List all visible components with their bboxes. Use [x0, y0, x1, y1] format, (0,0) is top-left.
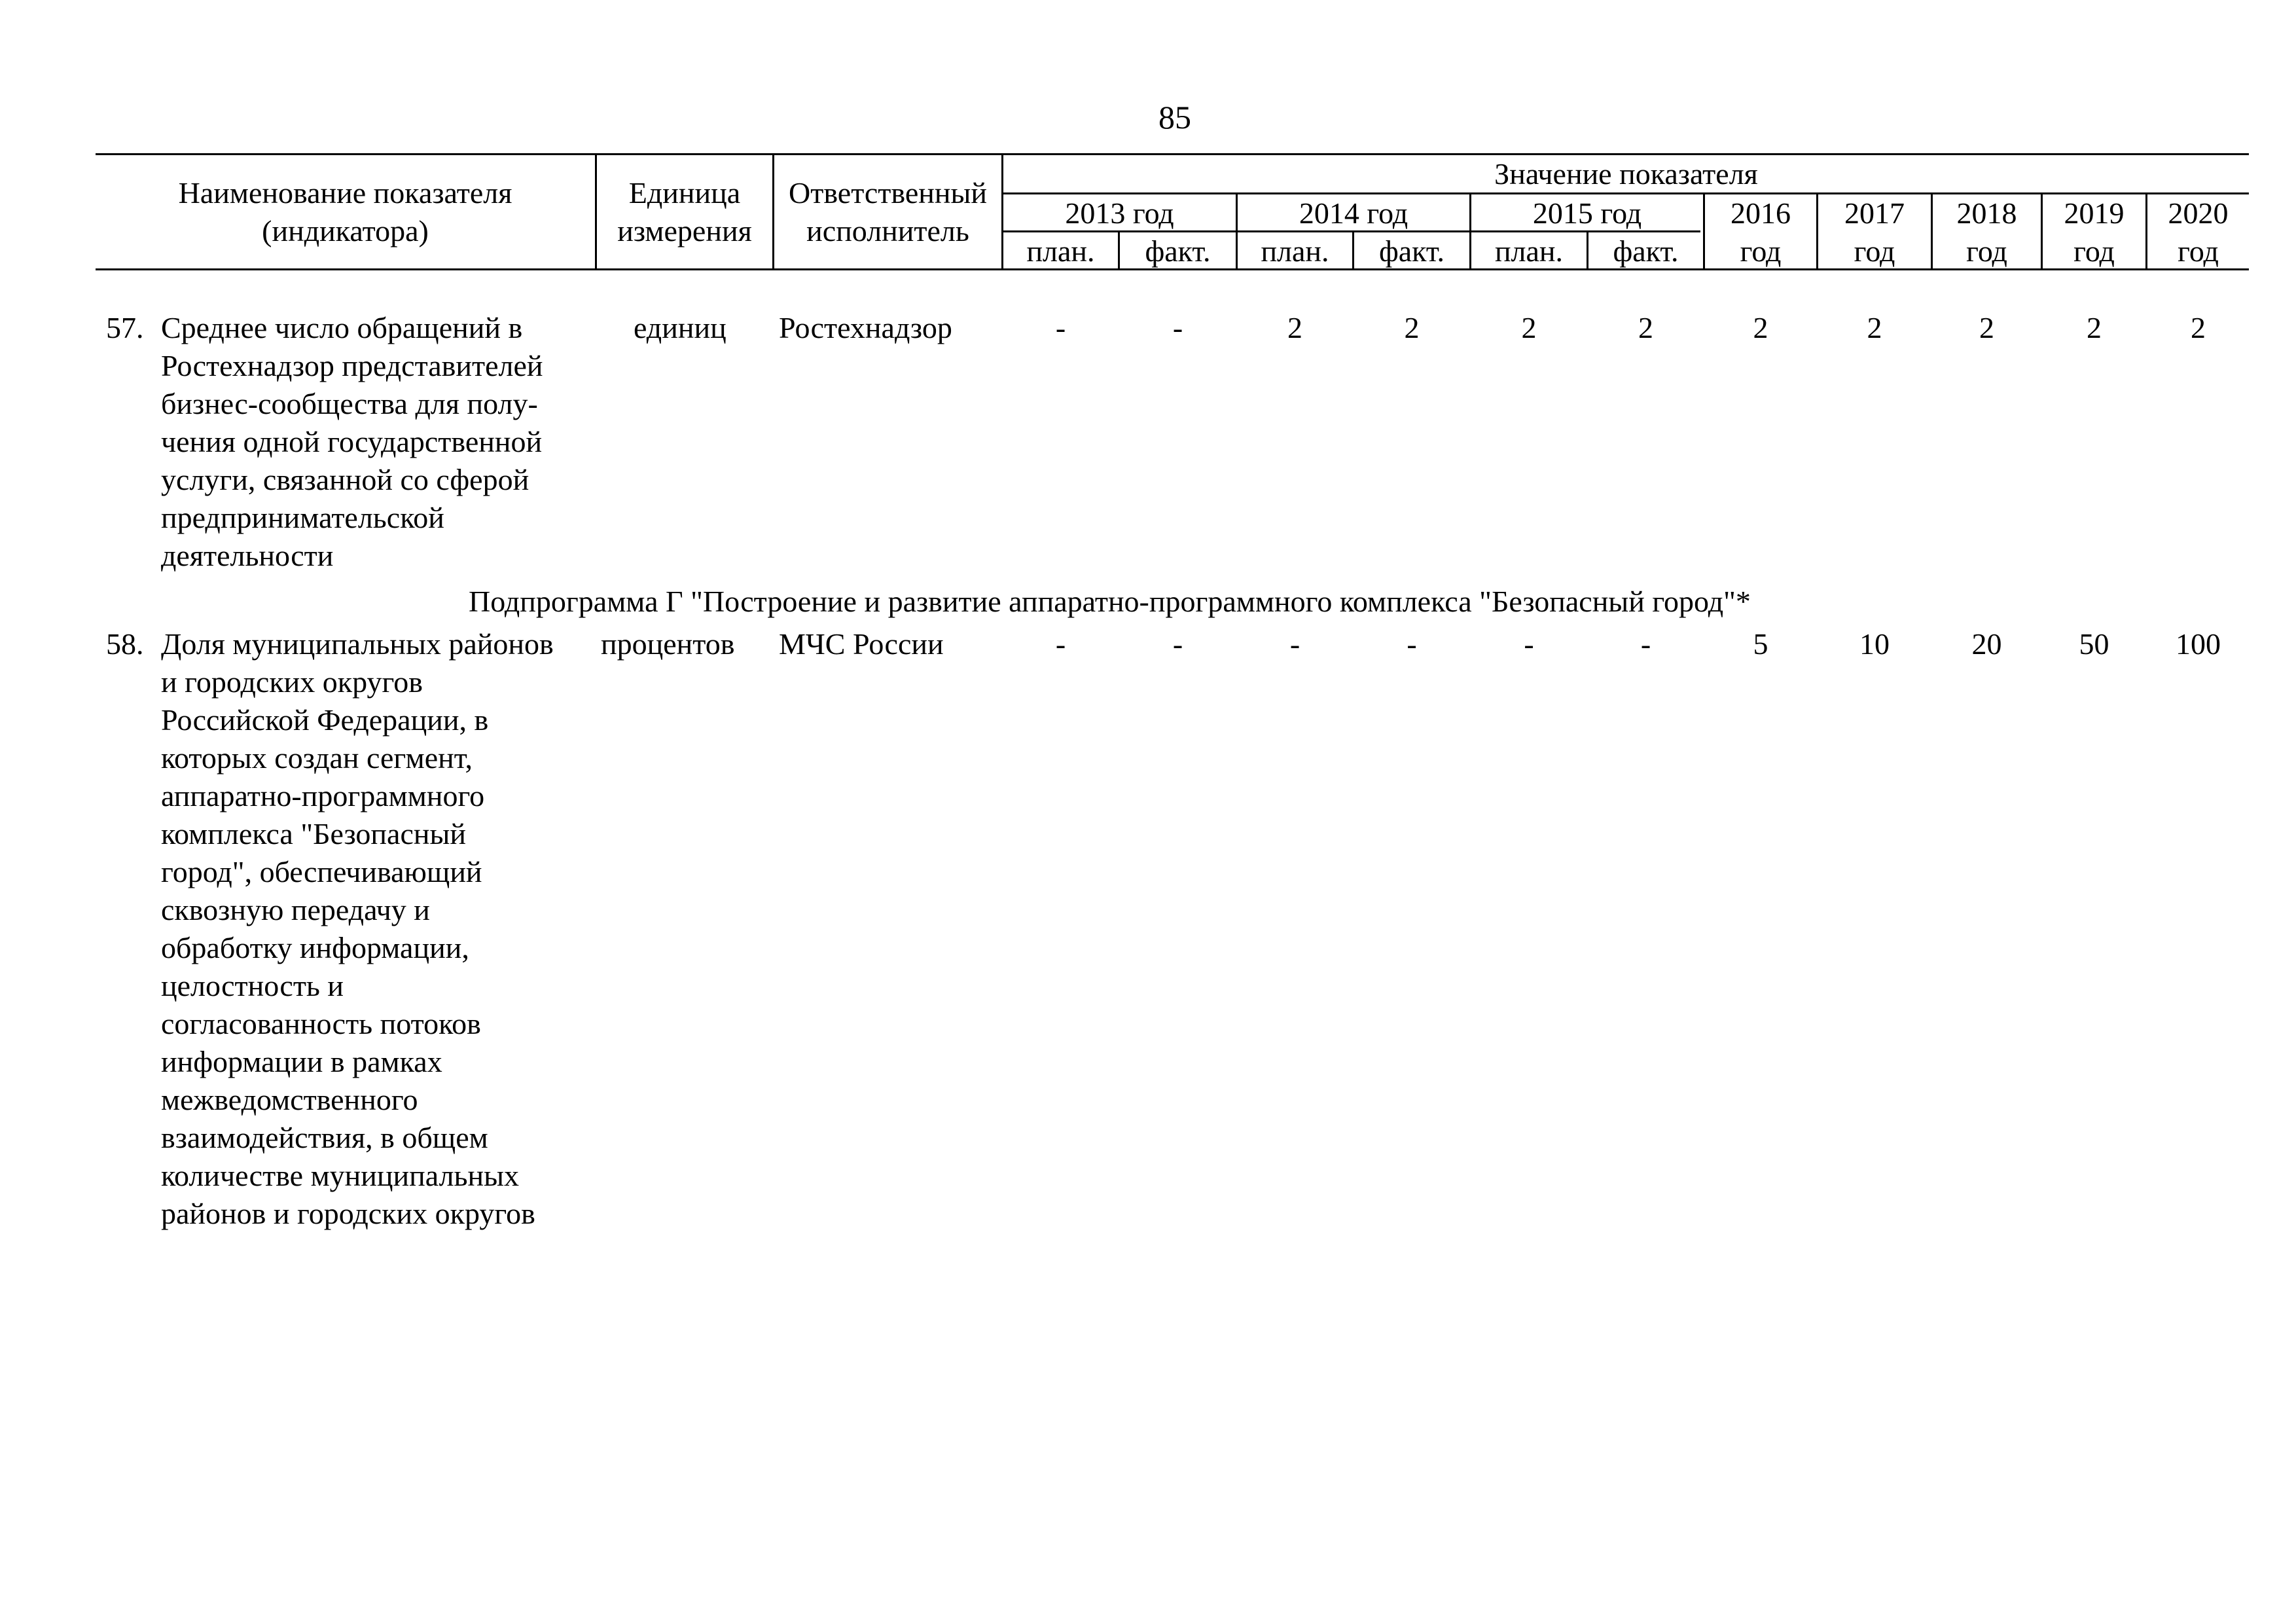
row-number: 58.: [106, 627, 144, 661]
value-2016: 5: [1753, 627, 1768, 661]
value-2015-fact: 2: [1638, 311, 1653, 344]
value-2015-fact: -: [1640, 627, 1651, 661]
header-year-label: 2017: [1844, 196, 1905, 230]
header-unit-line1: Единица: [628, 176, 741, 210]
row-name-line: взаимодействия, в общем: [161, 1121, 488, 1154]
header-fact: факт.: [1145, 234, 1211, 268]
header-plan: план.: [1494, 234, 1564, 268]
row-resp: МЧС России: [779, 627, 944, 661]
header-name-line2: (индикатора): [262, 214, 429, 247]
value-2015-plan: 2: [1521, 311, 1537, 344]
header-year-2018: [1933, 194, 2041, 270]
value-2013-plan: -: [1055, 311, 1066, 344]
row-name-line: услуги, связанной со сферой: [161, 463, 529, 496]
row-name-line: обработку информации,: [161, 931, 469, 964]
row-name: [161, 625, 554, 1233]
header-year-2020: [2147, 194, 2249, 270]
header-fact: факт.: [1378, 234, 1445, 268]
header-name: [96, 174, 595, 250]
header-god-label: год: [2178, 234, 2219, 268]
row-name-line: город", обеспечивающий: [161, 855, 482, 888]
value-2014-plan: 2: [1287, 311, 1302, 344]
header-value-title: Значение показателя: [1494, 157, 1758, 191]
header-year-label: 2016: [1731, 196, 1791, 230]
header-god-label: год: [1854, 234, 1895, 268]
row-name-line: сквозную передачу и: [161, 893, 430, 926]
subprogram-heading: Подпрограмма Г "Построение и развитие аппаратно-программного комплекса "Безопасный город"*: [469, 585, 1751, 618]
header-year-2019: [2043, 194, 2145, 270]
header-fact: факт.: [1613, 234, 1679, 268]
header-plan: план.: [1261, 234, 1329, 268]
row-resp: Ростехнадзор: [779, 311, 952, 344]
row-name-line: количестве муниципальных: [161, 1159, 520, 1192]
value-2019: 2: [2087, 311, 2102, 344]
header-year-label: 2019: [2064, 196, 2125, 230]
header-resp: [774, 174, 1001, 250]
header-year-label: 2018: [1956, 196, 2017, 230]
row-name-line: предпринимательской: [161, 501, 444, 534]
header-name-line1: Наименование показателя: [178, 176, 512, 210]
header-god-label: год: [2073, 234, 2115, 268]
header-god-label: год: [1740, 234, 1782, 268]
header-year-label: 2020: [2168, 196, 2229, 230]
row-name-line: и городских округов: [161, 665, 423, 699]
row-name-line: информации в рамках: [161, 1045, 442, 1078]
value-2015-plan: -: [1524, 627, 1534, 661]
row-name-line: целостность и: [161, 969, 344, 1002]
row-name-line: которых создан сегмент,: [161, 741, 473, 775]
row-name-line: комплекса "Безопасный: [161, 817, 466, 850]
value-2013-fact: -: [1172, 627, 1183, 661]
row-number: 57.: [106, 311, 144, 344]
header-god-label: год: [1966, 234, 2007, 268]
row-name-line: аппаратно-программного: [161, 779, 485, 812]
value-2014-fact: -: [1407, 627, 1417, 661]
header-unit-line2: измерения: [617, 214, 752, 247]
value-2014-plan: -: [1289, 627, 1300, 661]
value-2020: 100: [2176, 627, 2221, 661]
row-name-line: Ростехнадзор представителей: [161, 349, 543, 382]
row-name-line: межведомственного: [161, 1083, 418, 1116]
header-resp-line2: исполнитель: [806, 214, 969, 247]
page-number: 85: [1158, 99, 1191, 136]
value-2018: 20: [1971, 627, 2002, 661]
header-plan: план.: [1026, 234, 1095, 268]
row-unit: единиц: [634, 311, 726, 344]
header-year-2016: [1705, 194, 1816, 270]
value-2017: 10: [1859, 627, 1890, 661]
value-2014-fact: 2: [1404, 311, 1420, 344]
row-name-line: согласованность потоков: [161, 1007, 481, 1040]
row-name-line: чения одной государственной: [161, 425, 543, 458]
row-name-line: бизнес-сообщества для полу-: [161, 387, 538, 420]
header-year-2017: [1818, 194, 1931, 270]
row-name: [161, 309, 543, 575]
row-name-line: Российской Федерации, в: [161, 703, 489, 737]
value-2018: 2: [1979, 311, 1994, 344]
value-2019: 50: [2079, 627, 2109, 661]
header-unit: [597, 174, 772, 250]
row-unit: процентов: [601, 627, 735, 661]
value-2013-fact: -: [1172, 311, 1183, 344]
row-name-line: деятельности: [161, 539, 334, 572]
header-year-2013: 2013 год: [1065, 196, 1174, 230]
header-resp-line1: Ответственный: [789, 176, 987, 210]
row-name-line: Доля муниципальных районов: [161, 627, 554, 661]
row-name-line: районов и городских округов: [161, 1197, 535, 1230]
value-2017: 2: [1867, 311, 1882, 344]
value-2020: 2: [2191, 311, 2206, 344]
row-name-line: Среднее число обращений в: [161, 311, 523, 344]
value-2016: 2: [1753, 311, 1768, 344]
value-2013-plan: -: [1055, 627, 1066, 661]
header-year-2014: 2014 год: [1299, 196, 1408, 230]
header-year-2015: 2015 год: [1532, 196, 1642, 230]
